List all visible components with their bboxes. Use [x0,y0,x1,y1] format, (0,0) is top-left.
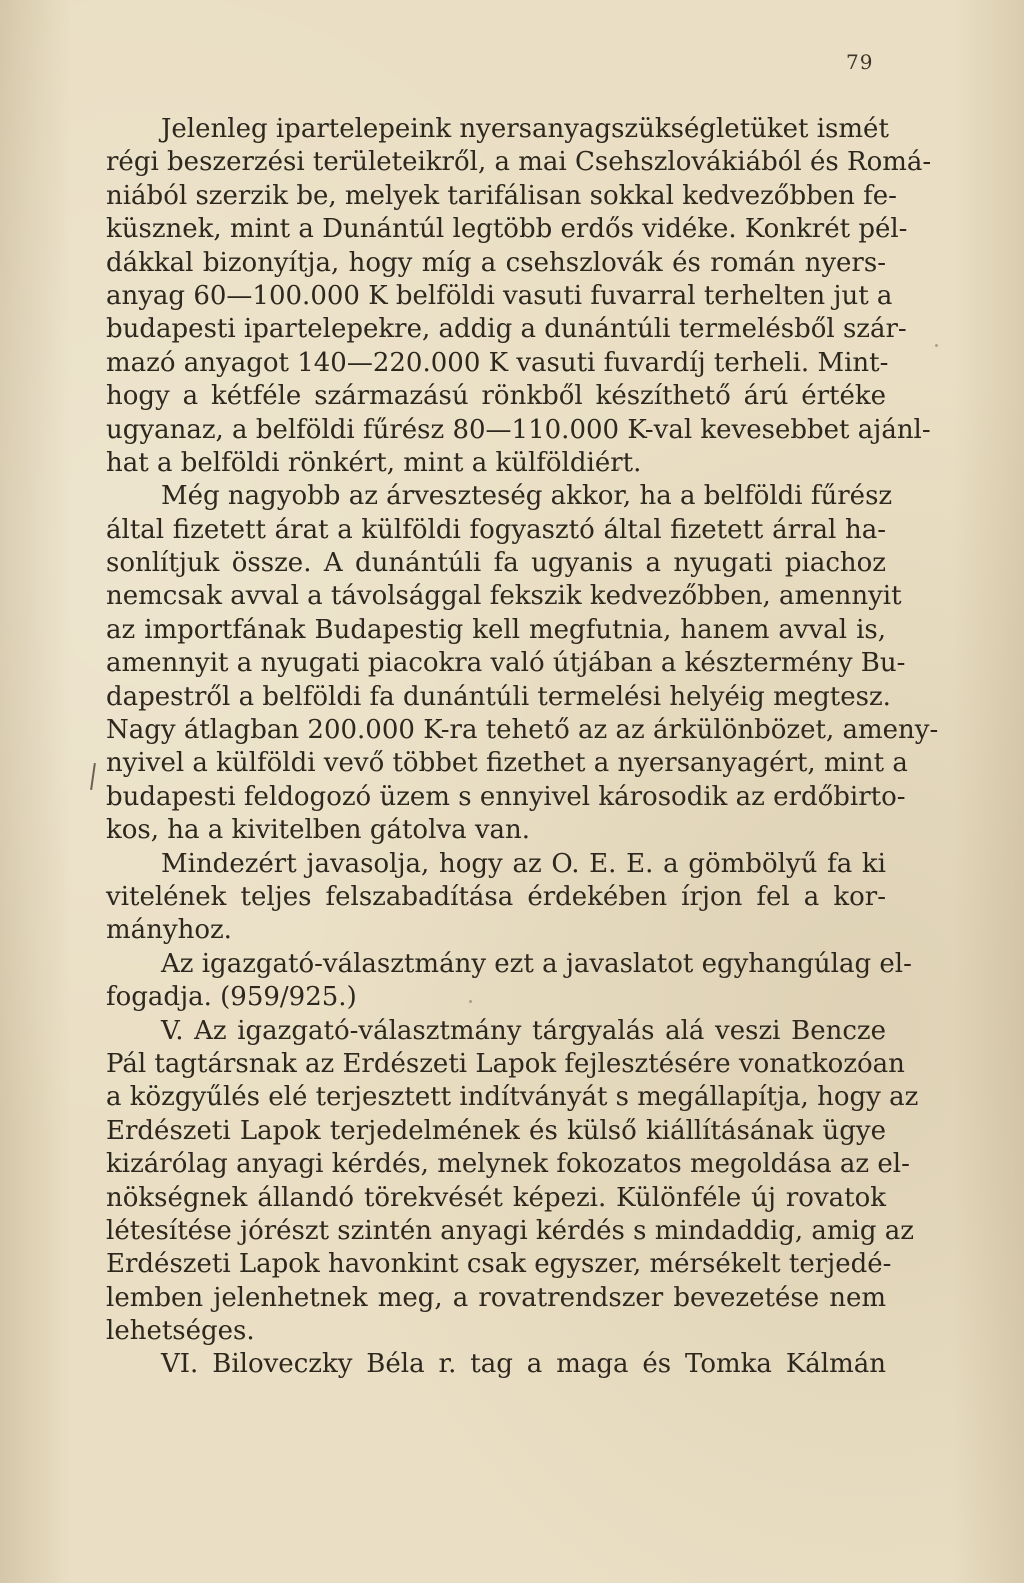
text-line: hat a belföldi rönkért, mint a külföldiért. [106,447,642,478]
text-line: Erdészeti Lapok terjedelmének és külső kiállításának ügye [106,1115,886,1146]
text-line: dapestről a belföldi fa dunántúli termelési helyéig megtesz. [106,681,891,712]
text-line: Még nagyobb az árveszteség akkor, ha a belföldi fűrész [161,481,893,512]
text-line: fogadja. (959/925.) [106,982,357,1013]
text-line: lehetséges. [106,1316,255,1347]
margin-mark [90,763,96,790]
text-line: kizárólag anyagi kérdés, melynek fokozatos megoldása az el- [106,1149,910,1180]
text-line: ugyanaz, a belföldi fűrész 80—110.000 K-val kevesebbet ajánl- [106,414,931,445]
text-line: által fizetett árat a külföldi fogyasztó által fizetett árral ha- [106,514,886,545]
body-text [106,113,939,1382]
text-line: Jelenleg ipartelepeink nyersanyagszükségletüket ismét [161,114,889,144]
text-line: anyag 60—100.000 K belföldi vasuti fuvarral terhelten jut a [106,280,893,311]
text-line: Mindezért javasolja, hogy az O. E. E. a gömbölyű fa ki [161,848,886,879]
page-number: 79 [846,50,874,74]
text-line: hogy a kétféle származású rönkből készíthető árú értéke [106,381,886,412]
text-line: Pál tagtársnak az Erdészeti Lapok fejlesztésére vonatkozóan [106,1048,905,1079]
text-line: Nagy átlagban 200.000 K-ra tehető az az árkülönbözet, ameny- [106,715,939,746]
text-line: nemcsak avval a távolsággal fekszik kedvezőbben, amennyit [106,581,902,612]
text-line: sonlítjuk össze. A dunántúli fa ugyanis a nyugati piachoz [106,548,886,579]
text-line: V. Az igazgató-választmány tárgyalás alá veszi Bencze [161,1015,886,1046]
text-line: mányhoz. [106,915,232,946]
text-line: az importfának Budapestig kell megfutnia, hanem avval is, [106,614,886,645]
text-line: nökségnek állandó törekvését képezi. Különféle új rovatok [106,1182,886,1213]
text-line: VI. Biloveczky Béla r. tag a maga és Tomka Kálmán [161,1349,886,1380]
text-line: küsznek, mint a Dunántúl legtöbb erdős vidéke. Konkrét pél- [106,214,908,245]
text-line: mazó anyagot 140—220.000 K vasuti fuvardíj terheli. Mint- [106,347,889,378]
text-line: lemben jelenhetnek meg, a rovatrendszer bevezetése nem [106,1282,886,1313]
text-line: kos, ha a kivitelben gátolva van. [106,815,531,846]
text-line: létesítése jórészt szintén anyagi kérdés s mindaddig, amig az [106,1215,914,1246]
text-line: a közgyűlés elé terjesztett indítványát s megállapítja, hogy az [106,1082,919,1113]
text-line: Az igazgató-választmány ezt a javaslatot egyhangúlag el- [161,948,912,979]
text-line: budapesti ipartelepekre, addig a dunántúli termelésből szár- [106,314,907,345]
text-line: amennyit a nyugati piacokra való útjában a késztermény Bu- [106,648,906,679]
text-line: vitelének teljes felszabadítása érdekében írjon fel a kor- [106,881,886,912]
paper-speck [935,344,938,347]
text-line: nyivel a külföldi vevő többet fizethet a nyersanyagért, mint a [106,748,908,779]
text-line: dákkal bizonyítja, hogy míg a csehszlovák és román nyers- [106,247,886,278]
text-line: Erdészeti Lapok havonkint csak egyszer, mérsékelt terjedé- [106,1249,892,1280]
text-line: budapesti feldogozó üzem s ennyivel károsodik az erdőbirto- [106,781,906,812]
text-line: niából szerzik be, melyek tarifálisan sokkal kedvezőbben fe- [106,180,897,211]
text-line: régi beszerzési területeikről, a mai Csehszlovákiából és Romá- [106,147,932,178]
